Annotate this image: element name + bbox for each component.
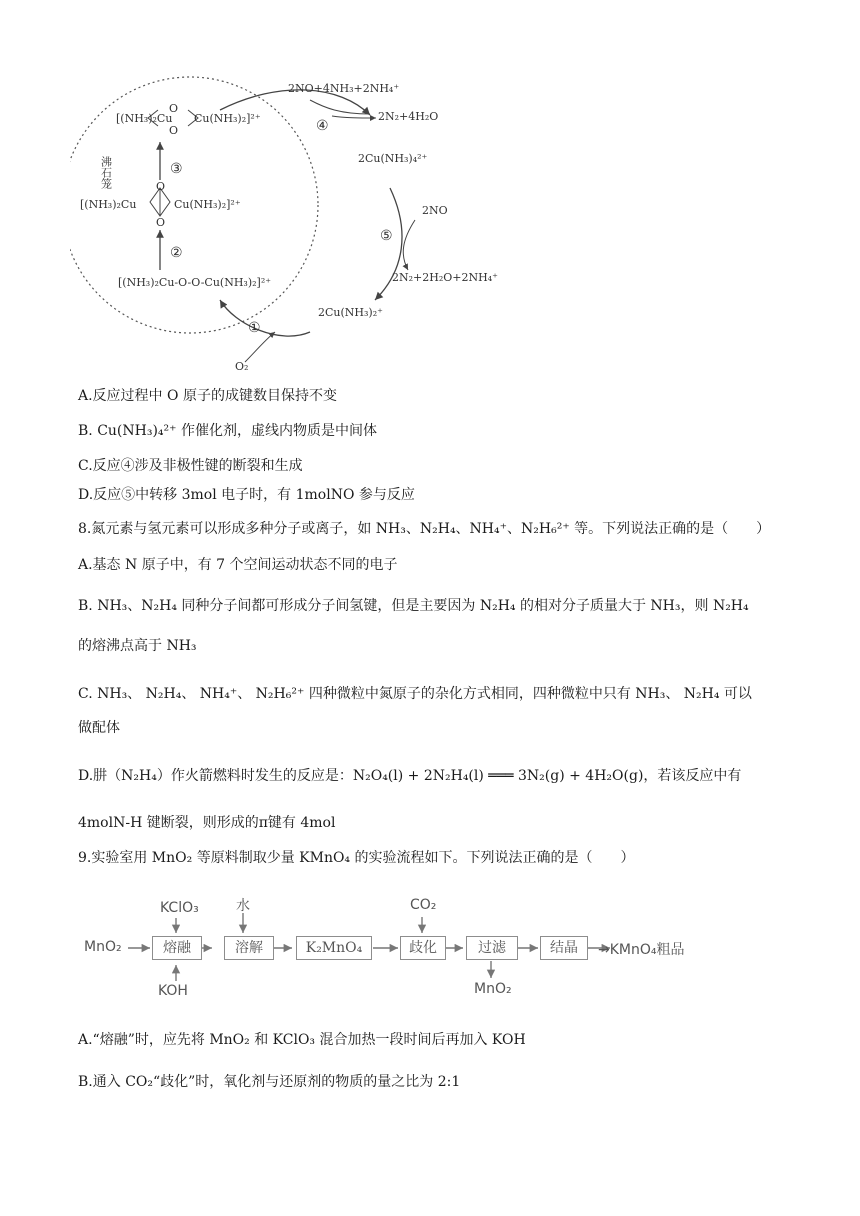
step4-products-label: 2N₂+4H₂O — [378, 110, 439, 123]
flow-step-dissolve: 溶解 — [224, 936, 274, 960]
q8-option-b-line2: 的熔沸点高于 NH₃ — [78, 638, 197, 654]
q7-option-b: B. Cu(NH₃)₄²⁺ 作催化剂，虚线内物质是中间体 — [78, 423, 377, 439]
q9-option-b: B.通入 CO₂“歧化”时，氧化剂与还原剂的物质的量之比为 2:1 — [78, 1074, 461, 1090]
flow-step-filter: 过滤 — [466, 936, 518, 960]
cycle-svg — [70, 70, 510, 380]
q7-option-a: A.反应过程中 O 原子的成键数目保持不变 — [78, 388, 337, 404]
top-o-upper: O — [169, 102, 179, 115]
flow-step-melt: 熔融 — [152, 936, 202, 960]
flow-step-k2mno4: K₂MnO₄ — [296, 936, 372, 960]
flow-co2-label: CO₂ — [410, 897, 437, 913]
peroxo-label: [(NH₃)₂Cu-O-O-Cu(NH₃)₂]²⁺ — [118, 276, 272, 289]
step2-marker: ② — [170, 245, 183, 261]
q9-stem: 9.实验室用 MnO₂ 等原料制取少量 KMnO₄ 的实验流程如下。下列说法正确的是（ ） — [78, 850, 635, 866]
step4-marker: ④ — [316, 118, 329, 134]
arrow-step1 — [220, 300, 310, 336]
o2-label: O₂ — [235, 360, 249, 373]
diamond-right-label: Cu(NH₃)₂]²⁺ — [174, 198, 241, 211]
flow-kclo3-label: KClO₃ — [160, 900, 199, 916]
catalytic-cycle-diagram — [70, 70, 510, 380]
flow-step-crystallize: 结晶 — [540, 936, 588, 960]
cu-nh3-4-label: 2Cu(NH₃)₄²⁺ — [358, 152, 428, 165]
q8-option-c-line1: C. NH₃、 N₂H₄、 NH₄⁺、 N₂H₆²⁺ 四种微粒中氮原子的杂化方式相同，四种微粒中只有 NH₃、 N₂H₄ 可以 — [78, 686, 752, 702]
flow-start-mno2: MnO₂ — [84, 939, 122, 955]
flow-water-label: 水 — [236, 898, 250, 914]
flow-product-label: →KMnO₄粗品 — [598, 942, 685, 958]
q8-option-c-line2: 做配体 — [78, 720, 120, 736]
flow-koh-label: KOH — [158, 983, 188, 999]
q7-option-d: D.反应⑤中转移 3mol 电子时，有 1molNO 参与反应 — [78, 487, 415, 503]
diamond-bottom-o: O — [156, 216, 166, 229]
no-label: 2NO — [422, 204, 448, 217]
step5-marker: ⑤ — [380, 228, 393, 244]
diamond-left-label: [(NH₃)₂Cu — [80, 198, 137, 211]
top-o-lower: O — [169, 124, 179, 137]
q8-option-d-line1: D.肼（N₂H₄）作火箭燃料时发生的反应是：N₂O₄(l) + 2N₂H₄(l) ═══ 3N₂(g) + 4H₂O(g)，若该反应中有 — [78, 768, 742, 784]
step5-products-label: 2N₂+2H₂O+2NH₄⁺ — [392, 271, 498, 284]
q8-option-d-line2: 4molN-H 键断裂，则形成的π键有 4mol — [78, 815, 336, 831]
q9-option-a: A.“熔融”时，应先将 MnO₂ 和 KClO₃ 混合加热一段时间后再加入 KOH — [78, 1032, 526, 1048]
step1-marker: ① — [248, 320, 261, 336]
top-right-label: Cu(NH₃)₂]²⁺ — [194, 112, 261, 125]
flow-mno2-out-label: MnO₂ — [474, 981, 512, 997]
q8-option-a: A.基态 N 原子中，有 7 个空间运动状态不同的电子 — [78, 557, 398, 573]
q7-option-c: C.反应④涉及非极性键的断裂和生成 — [78, 458, 303, 474]
zeolite-label: 沸石笼 — [99, 156, 113, 189]
top-left-label: [(NH₃)₂Cu — [116, 112, 173, 125]
step3-marker: ③ — [170, 161, 183, 177]
kmno4-flowchart — [80, 895, 760, 1005]
flow-step-disproportionation: 歧化 — [400, 936, 446, 960]
cu-nh3-2-label: 2Cu(NH₃)₂⁺ — [318, 306, 383, 319]
q8-option-b-line1: B. NH₃、N₂H₄ 同种分子间都可形成分子间氢键，但是主要因为 N₂H₄ 的相对分子质量大于 NH₃，则 N₂H₄ — [78, 598, 749, 614]
q8-stem: 8.氮元素与氢元素可以形成多种分子或离子，如 NH₃、N₂H₄、NH₄⁺、N₂H₆²⁺ 等。下列说法正确的是（ ） — [78, 521, 771, 537]
top-reactants-label: 2NO+4NH₃+2NH₄⁺ — [288, 82, 400, 95]
diamond-top-o: O — [156, 180, 166, 193]
